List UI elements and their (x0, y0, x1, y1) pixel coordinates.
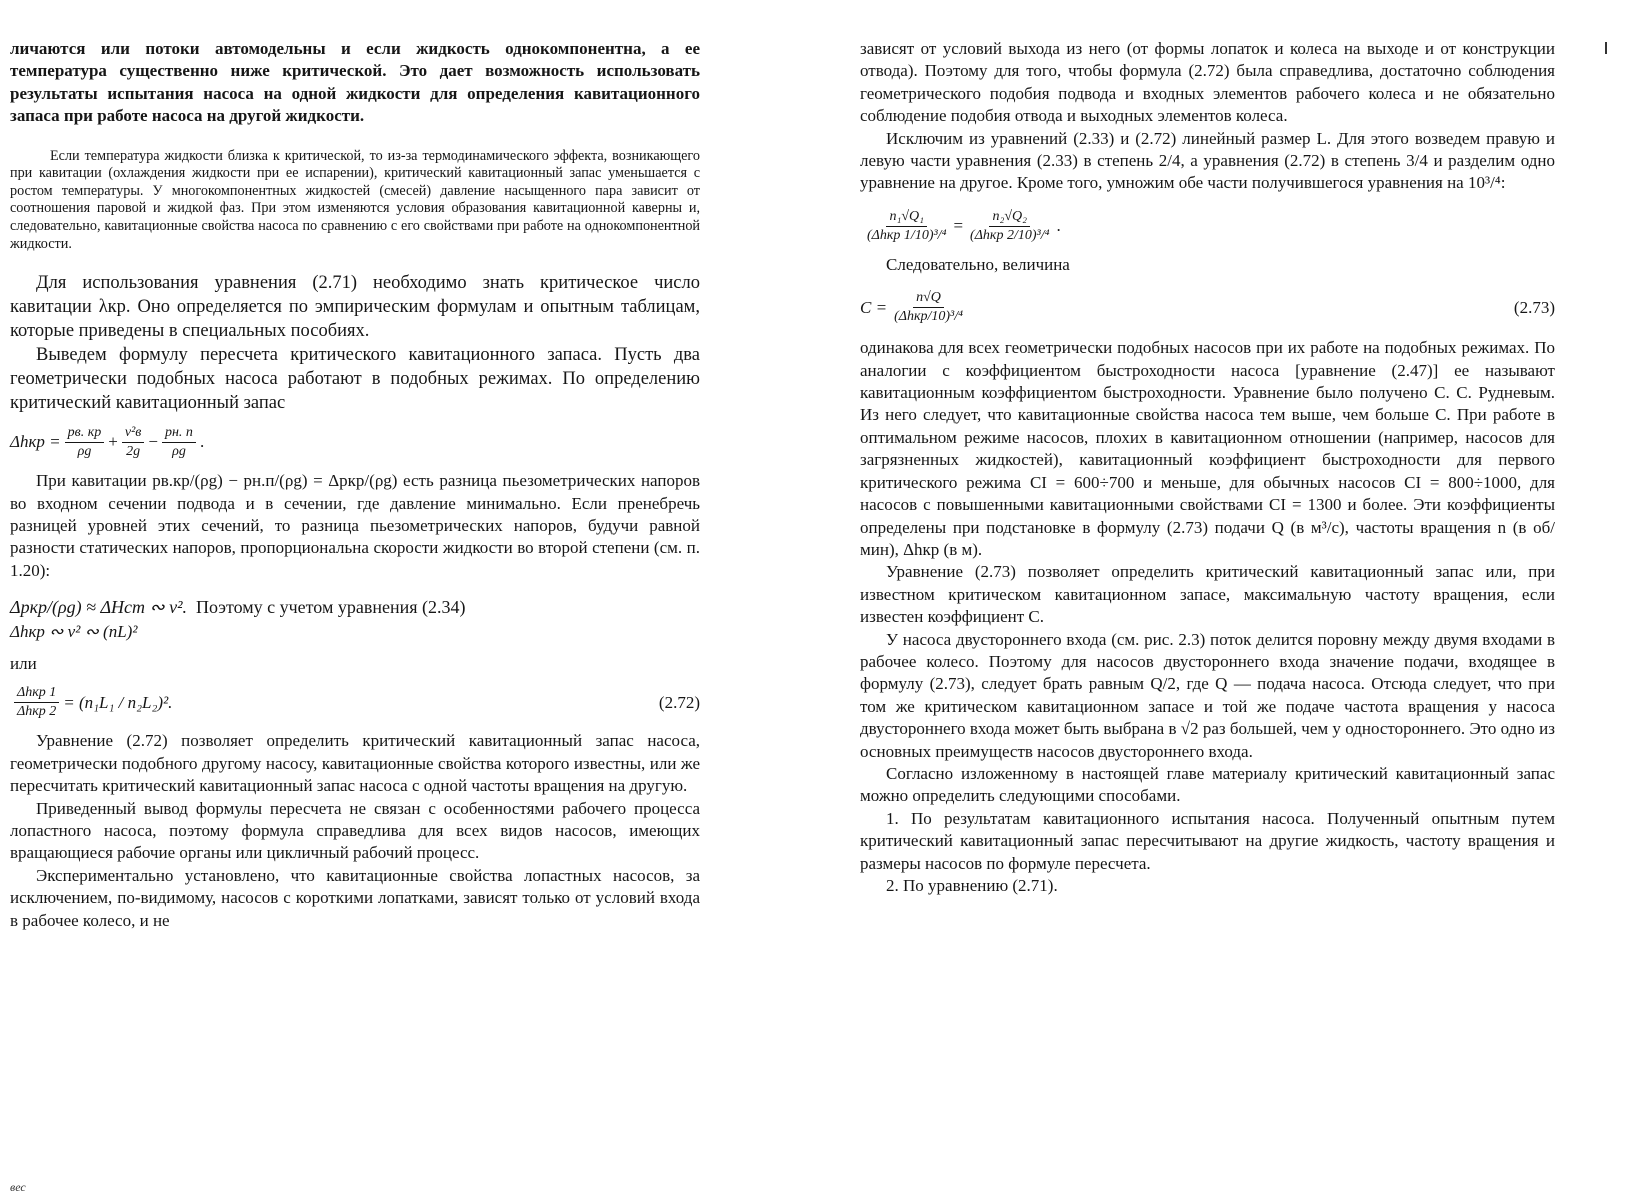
equation-proportional-2 (10, 621, 700, 643)
equation-2-72 (10, 685, 700, 720)
paragraph-therefore: Следовательно, величина (886, 254, 1070, 274)
list-item-1: 1. По результатам кавитационного испытания насоса. Полученный опытным путем критический кавитационный запас пересчитывают на другие жидкость, частоту вращения и размеры насосов по формуле пересчета. (860, 808, 1555, 873)
eq-dh-fraction-1 (65, 425, 105, 460)
eq-prop1-text: Поэтому с учетом уравнения (2.34) (196, 597, 466, 618)
intro-paragraph: личаются или потоки автомодельны и если жидкость однокомпонентна, а ее температура существенно ниже критической. Это дает возможность использовать результаты испытания насоса на одной жидкости для определения кавитационного запаса при работе насоса на другой жидкости. (10, 39, 700, 126)
paragraph-derive-formula: Выведем формулу пересчета критического кавитационного запаса. Пусть два геометрически подобных насоса работают в подобных режимах. По определению критический кавитационный запас (10, 345, 700, 414)
right-column (860, 38, 1555, 897)
eq72-rhs: = (n₁L₁ / n₂L₂)². (63, 692, 173, 712)
eq-dh-fraction-3 (162, 425, 196, 460)
paragraph-methods: Согласно изложенному в настоящей главе материалу критический кавитационный запас можно определить следующими способами. (860, 763, 1555, 806)
paragraph-depends-on-exit: зависят от условий выхода из него (от формы лопаток и колеса на выходе и от конструкции отвода). Поэтому для того, чтобы формула (2.72) была справедлива, достаточно соблюдения геометрического подобия подвода и входных элементов рабочего колеса и не обязательно соблюдение подобия отвода и выходных элементов колеса. (860, 39, 1555, 126)
paragraph-eq73-usage: Уравнение (2.73) позволяет определить критический кавитационный запас или, при известном критическом кавитационном запасе, максимальную частоту вращения, если известен коэффициент C. (860, 562, 1555, 627)
paragraph-same-for-similar: одинакова для всех геометрически подобных насосов при их работе на подобных режимах. По аналогии с коэффициентом быстроходности насоса [уравнение (2.47)] ее называют кавитационным коэффициентом быстроходности. Уравнение было получено С. С. Рудневым. Из него следует, что кавитационные свойства насоса тем выше, чем больше C. При работе в оптимальном режиме насосов, плохих в кавитационном отношении (например, насосов для загрязненных жидкостей), кавитационный коэффициент быстроходности для первого критического режима CI = 600÷700 и меньше, для обычных насосов CI = 800÷1000, для насосов с повышенными кавитационными свойствами CI = 1300 и более. Эти коэффициенты определены при подстановке в формулу (2.73) подачи Q (в м³/с), частоты вращения n (в об/мин), Δhкр (в м). (860, 338, 1555, 559)
eq73-lhs: C = (860, 297, 888, 317)
equation-number-2-73: (2.73) (1513, 297, 1555, 317)
eq-dh-fraction-2 (122, 425, 145, 460)
eq-ratio-equals: = (953, 216, 964, 236)
eq-dh-f1-numerator: pв. кр (65, 425, 105, 443)
eq72-numerator: Δhкр 1 (14, 685, 59, 703)
eq-dh-f1-denominator: ρg (77, 444, 92, 460)
list-item-2: 2. По уравнению (2.71). (886, 876, 1058, 895)
eq-dh-f3-numerator: pн. п (162, 425, 196, 443)
eq72-fraction (14, 685, 59, 720)
eq72-denominator: Δhкр 2 (17, 704, 57, 720)
paragraph-cavitation-pressure: При кавитации pв.кр/(ρg) − pн.п/(ρg) = Δpкр/(ρg) есть разница пьезометрических напоров во входном сечении подвода и в сечении, где давление минимально. Если пренебречь разницей уровней этих сечений, то разница пьезометрических напоров, будучи равной разности статических напоров, пропорциональна скорости жидкости во второй степени (см. п. 1.20): (10, 471, 700, 580)
eq-prop1-formula: Δpкр/(ρg) ≈ ΔHст ∾ v². (10, 597, 188, 618)
page-edge-mark (1605, 42, 1607, 54)
paragraph-double-entry: У насоса двустороннего входа (см. рис. 2.3) поток делится поровну между двумя входами в рабочее колесо. Поэтому для насосов двустороннего входа значение подачи, входящее в формулу (2.73), следует брать равным Q/2, где Q — подача насоса. Отсюда следует, что при том же критическом кавитационном запасе и той же подаче частота вращения у насоса двустороннего входа может быть выбрана в √2 раз большей, чем у одностороннего. Это одно из основных преимуществ насосов двустороннего входа. (860, 629, 1555, 761)
eq-ratio-right-numerator: n₂√Q₂ (989, 209, 1030, 227)
eq-ratio-right (967, 209, 1052, 244)
eq73-denominator: (Δhкр/10)³/⁴ (894, 309, 963, 325)
equation-proportional-1 (10, 596, 700, 618)
eq73-numerator: n√Q (913, 290, 944, 308)
eq-ratio-end: . (1056, 216, 1061, 236)
equation-ratio (860, 209, 1555, 244)
eq-ratio-right-denominator: (Δhкр 2/10)³/⁴ (970, 227, 1050, 243)
eq73-fraction (891, 290, 966, 325)
paragraph-general-validity: Приведенный вывод формулы пересчета не связан с особенностями рабочего процесса лопастного насоса, поэтому формула справедлива для всех видов насосов, имеющих вращающиеся рабочие органы или цикличный рабочий процесс. (10, 798, 700, 863)
word-ili: или (10, 654, 37, 674)
eq-dh-f2-numerator: v²в (122, 425, 145, 443)
eq-ratio-left (864, 209, 949, 244)
paragraph-eq72-usage: Уравнение (2.72) позволяет определить критический кавитационный запас насоса, геометрически подобного другому насосу, кавитационные свойства которого известны, или же пересчитать критический кавитационный запас насоса с одной частоты вращения на другую. (10, 731, 700, 796)
small-print-text: Если температура жидкости близка к критической, то из-за термодинамического эффекта, возникающего при кавитации (охлаждения жидкости при ее испарении), критический кавитационный запас уменьшается с ростом температуры. У многокомпонентных жидкостей (смесей) давление насыщенного пара зависит от соотношения паровой и жидкой фаз. При этом изменяются условия образования кавитационной каверны и, следовательно, кавитационные свойства насоса по сравнению с его свойствами при работе на однокомпонентной жидкости. (10, 147, 700, 252)
eq-dh-f2-denominator: 2g (126, 444, 141, 460)
equation-critical-reserve: Δhкр = $\frac{pв. кр}{\rho g}$ + $\frac{\text{v²в}}{2g}$ − $\frac{pн. п}{\rho g}$ . (10, 425, 205, 460)
eq-ratio-left-denominator: (Δhкр 1/10)³/⁴ (867, 227, 947, 243)
eq-ratio-left-numerator: n₁√Q₁ (886, 209, 927, 227)
left-column (10, 38, 700, 932)
paragraph-equation-271: Для использования уравнения (2.71) необходимо знать критическое число кавитации λкр. Оно определяется по эмпирическим формулам и опытным таблицам, которые приведены в специальных пособиях. (10, 273, 700, 342)
paragraph-experimental: Экспериментально установлено, что кавитационные свойства лопастных насосов, за исключением, по-видимому, насосов с короткими лопатками, зависят только от условий входа в рабочее колесо, и не (10, 865, 700, 930)
eq-dh-f3-denominator: ρg (172, 444, 186, 460)
equation-number-2-72: (2.72) (658, 692, 700, 712)
paragraph-exclude-size: Исключим из уравнений (2.33) и (2.72) линейный размер L. Для этого возведем правую и левую части уравнения (2.33) в степень 2/4, а уравнения (2.72) в степень 3/4 и разделим одно уравнение на другое. Кроме того, умножим обе части получившегося уравнения на 10³/⁴: (860, 128, 1555, 193)
eq-dh-lhs: Δhкр = (10, 432, 61, 452)
equation-2-73 (860, 290, 1555, 325)
small-print-note (10, 148, 700, 254)
page-bottom-fragment: вес (10, 1180, 26, 1194)
eq-prop2-formula: Δhкр ∾ v² ∾ (nL)² (10, 621, 138, 641)
